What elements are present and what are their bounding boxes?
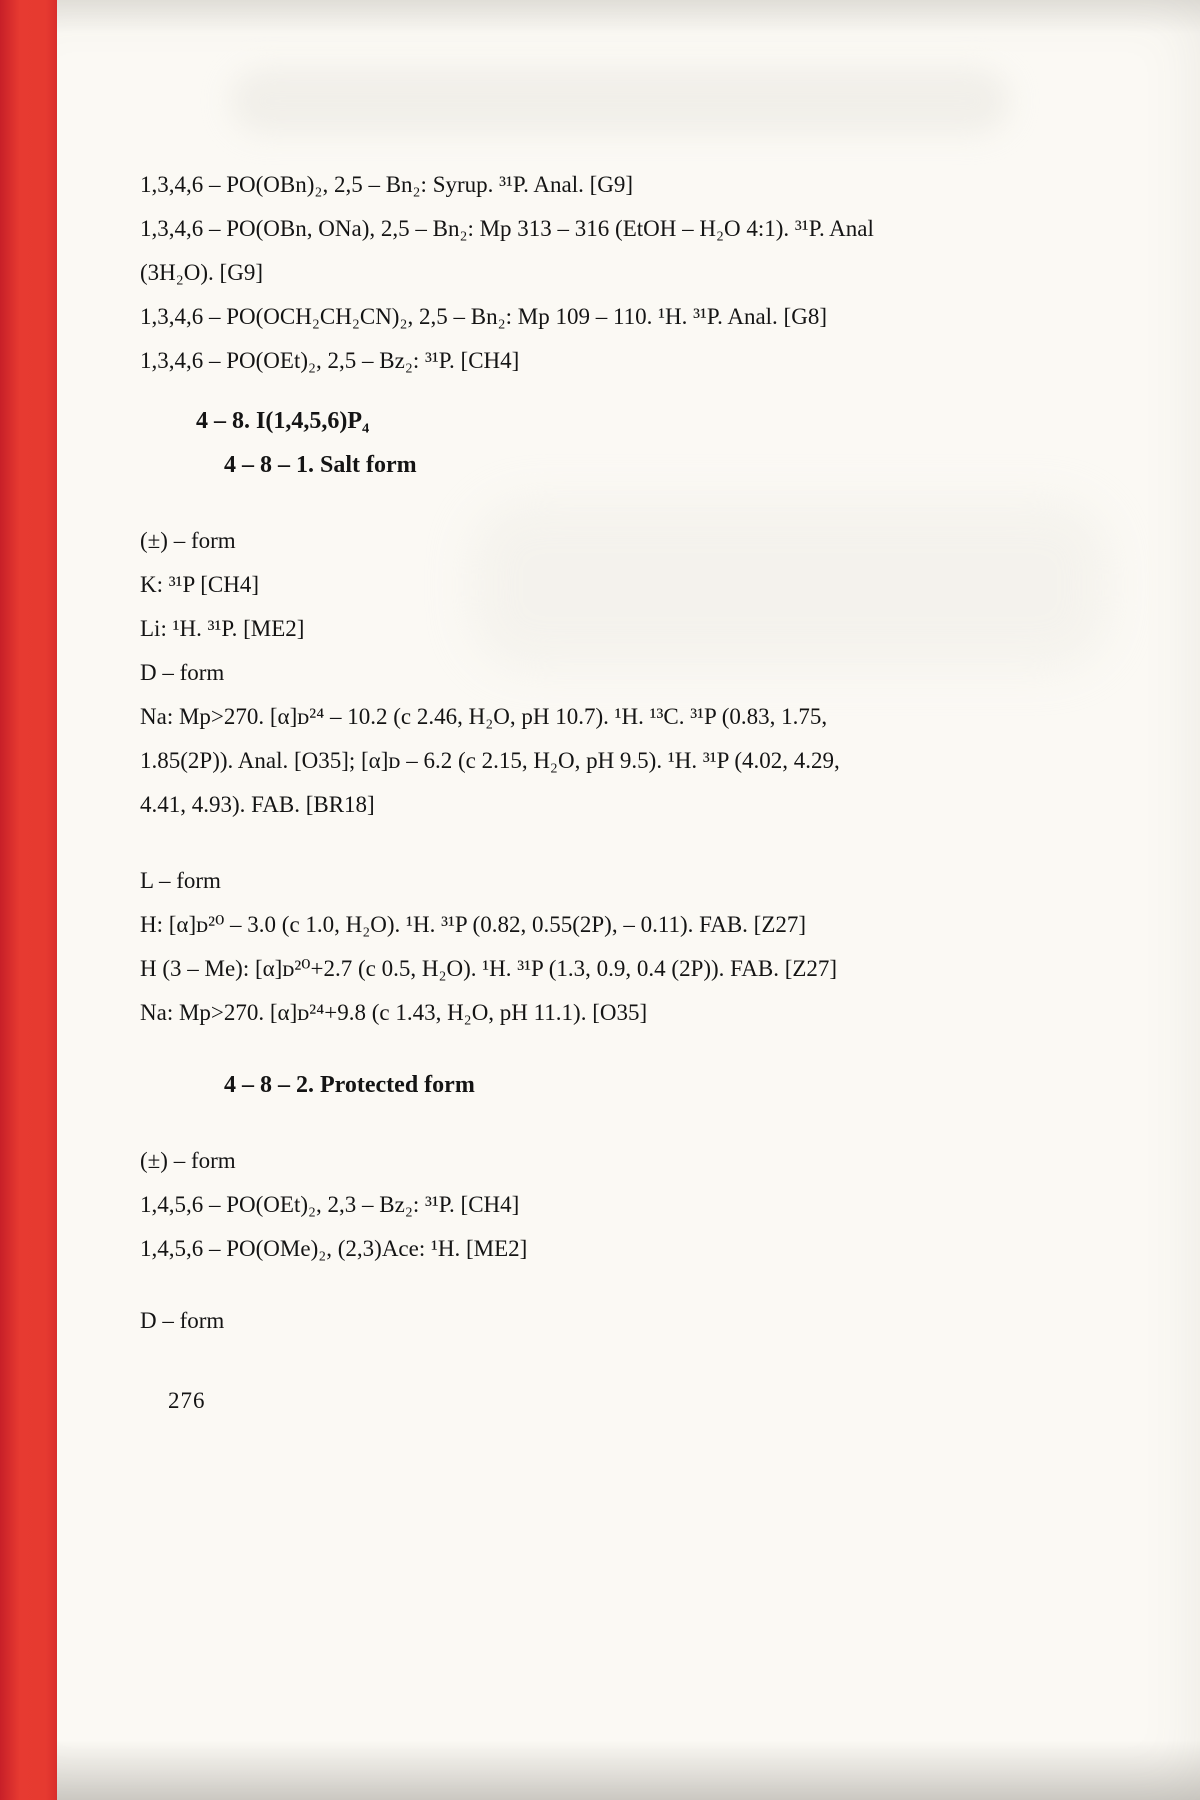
compound-entry-line: 1,3,4,6 – PO(OBn, ONa), 2,5 – Bn₂: Mp 313 – 316 (EtOH – H₂O 4:1). ³¹P. Anal (140, 216, 874, 241)
compound-entry-line: 1,3,4,6 – PO(OCH₂CH₂CN)₂, 2,5 – Bn₂: Mp 109 – 110. ¹H. ³¹P. Anal. [G8] (140, 304, 827, 329)
l-form-line: H (3 – Me): [α]ᴅ²⁰+2.7 (c 0.5, H₂O). ¹H. ³¹P (1.3, 0.9, 0.4 (2P)). FAB. [Z27] (140, 956, 838, 981)
l-form-line: L – form (140, 868, 221, 893)
salt-form-line: Na: Mp>270. [α]ᴅ²⁴ – 10.2 (c 2.46, H₂O, pH 10.7). ¹H. ¹³C. ³¹P (0.83, 1.75, (140, 704, 828, 729)
subsection-heading-salt-form: 4 – 8 – 1. Salt form (224, 452, 417, 478)
page-edge-red-stripe (0, 0, 57, 1800)
page-content (140, 163, 1090, 1423)
salt-form-line: 1.85(2P)). Anal. [O35]; [α]ᴅ – 6.2 (c 2.15, H₂O, pH 9.5). ¹H. ³¹P (4.02, 4.29, (140, 748, 840, 773)
salt-form-line: Li: ¹H. ³¹P. [ME2] (140, 616, 305, 641)
l-form-line: H: [α]ᴅ²⁰ – 3.0 (c 1.0, H₂O). ¹H. ³¹P (0.82, 0.55(2P), – 0.11). FAB. [Z27] (140, 912, 807, 937)
scan-artifact-top (230, 68, 1010, 134)
compound-entry-line: 1,3,4,6 – PO(OBn)₂, 2,5 – Bn₂: Syrup. ³¹P. Anal. [G9] (140, 172, 634, 197)
salt-form-line: D – form (140, 660, 225, 685)
section-heading: 4 – 8. I(1,4,5,6)P₄ (196, 408, 370, 434)
scan-shadow-bottom (57, 1740, 1200, 1800)
compound-entry-list (140, 163, 1090, 383)
salt-form-line: 4.41, 4.93). FAB. [BR18] (140, 792, 375, 817)
protected-form-line: (±) – form (140, 1148, 236, 1173)
salt-form-line: K: ³¹P [CH4] (140, 572, 259, 597)
d-form-label: D – form (140, 1308, 225, 1333)
compound-entry-line: (3H₂O). [G9] (140, 260, 263, 285)
scan-shadow-top (57, 0, 1200, 34)
page-number: 276 (168, 1388, 206, 1413)
protected-form-line: 1,4,5,6 – PO(OMe)₂, (2,3)Ace: ¹H. [ME2] (140, 1236, 528, 1261)
protected-form-entry-list (140, 1139, 1090, 1271)
compound-entry-line: 1,3,4,6 – PO(OEt)₂, 2,5 – Bz₂: ³¹P. [CH4] (140, 348, 520, 373)
l-form-line: Na: Mp>270. [α]ᴅ²⁴+9.8 (c 1.43, H₂O, pH 11.1). [O35] (140, 1000, 648, 1025)
salt-form-line: (±) – form (140, 528, 236, 553)
subsection-heading-protected-form: 4 – 8 – 2. Protected form (224, 1072, 475, 1098)
salt-form-entry-list (140, 519, 1090, 827)
l-form-entry-list (140, 859, 1090, 1035)
protected-form-line: 1,4,5,6 – PO(OEt)₂, 2,3 – Bz₂: ³¹P. [CH4] (140, 1192, 520, 1217)
